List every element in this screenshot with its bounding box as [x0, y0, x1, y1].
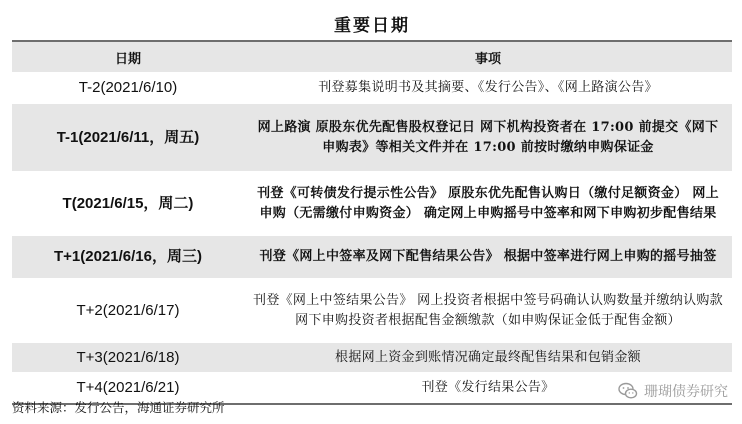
row-event: 网上路演 原股东优先配售股权登记日 网下机构投资者在 17:00 前提交《网下申购表》等相关文件并在 17:00 前按时缴纳申购保证金 [244, 104, 732, 172]
row-event: 刊登《网上中签结果公告》 网上投资者根据中签号码确认认购数量并缴纳认购款网下申购投资者根据配售金额缴款（如申购保证金低于配售金额） [244, 279, 732, 343]
table-title: 重要日期 [12, 6, 732, 42]
header-event: 事项 [244, 42, 732, 73]
row-date: T-1(2021/6/11，周五) [12, 104, 244, 172]
row-event: 刊登《可转债发行提示性公告》 原股东优先配售认购日（缴付足额资金） 网上申购（无需缴付申购资金） 确定网上申购摇号中签率和网下申购初步配售结果 [244, 172, 732, 236]
key-dates-table [12, 42, 732, 403]
row-date: T+4(2021/6/21) [12, 373, 244, 403]
watermark-text: 珊瑚债券研究 [644, 384, 728, 400]
table-row [12, 343, 732, 373]
row-event: 刊登《网上中签率及网下配售结果公告》 根据中签率进行网上申购的摇号抽签 [244, 236, 732, 279]
row-date: T-2(2021/6/10) [12, 73, 244, 104]
table-row [12, 236, 732, 279]
header-row [12, 42, 732, 73]
watermark [618, 381, 728, 401]
wechat-icon [618, 382, 638, 400]
row-event: 刊登《发行结果公告》 [244, 373, 732, 403]
row-event: 根据网上资金到账情况确定最终配售结果和包销金额 [244, 343, 732, 373]
row-date: T+2(2021/6/17) [12, 279, 244, 343]
row-date: T+1(2021/6/16，周三) [12, 236, 244, 279]
table-row [12, 73, 732, 104]
key-dates-table-frame [12, 6, 732, 405]
row-date: T+3(2021/6/18) [12, 343, 244, 373]
row-event: 刊登募集说明书及其摘要、《发行公告》、《网上路演公告》 [244, 73, 732, 104]
table-row [12, 279, 732, 343]
table-row [12, 172, 732, 236]
source-note: 资料来源：发行公告，海通证券研究所 [12, 400, 225, 415]
header-date: 日期 [12, 42, 244, 73]
table-row [12, 104, 732, 172]
row-date: T(2021/6/15，周二) [12, 172, 244, 236]
